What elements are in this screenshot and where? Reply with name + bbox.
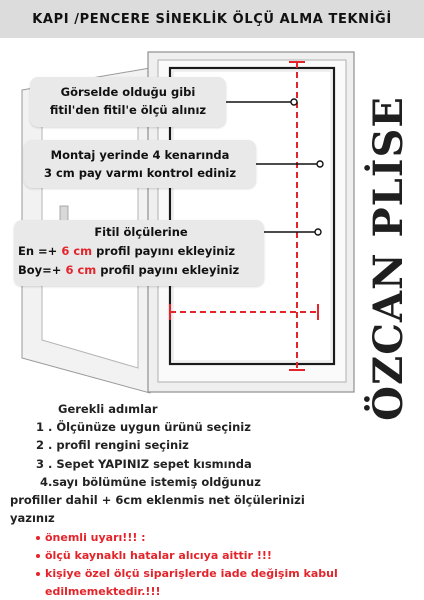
page-title: KAPI /PENCERE SİNEKLİK ÖLÇÜ ALMA TEKNİĞİ — [32, 11, 392, 27]
width-allowance-suffix: profil payını ekleyiniz — [96, 244, 236, 258]
callout-3-line-1: Fitil ölçülerine — [94, 225, 188, 239]
callout-profile-allowance — [14, 220, 264, 286]
step-item: yazınız — [10, 511, 55, 525]
callout-check-margin — [24, 140, 256, 188]
title-bar — [0, 0, 424, 38]
step-item: 3 . Sepet YAPINIZ sepet kısmında — [36, 457, 252, 471]
pointer-dot-3 — [315, 229, 321, 235]
warning-item — [36, 549, 272, 562]
callout-2-line-2: 3 cm pay varmı kontrol ediniz — [43, 166, 237, 180]
callout-1-line-2: fitil'den fitil'e ölçü alınız — [49, 103, 207, 117]
brand-name: ÖZCAN PLİSE — [364, 95, 412, 421]
height-allowance-suffix: profil payını ekleyiniz — [100, 263, 240, 277]
warning-text: önemli uyarı!!! : — [45, 531, 146, 544]
step-item: 4.sayı bölümüne istemiş oldğunuz — [40, 475, 261, 489]
height-allowance-line — [18, 261, 264, 280]
height-allowance-prefix: Boy=+ — [18, 263, 62, 277]
height-allowance-value: 6 cm — [65, 263, 97, 277]
warning-text: edilmemektedir.!!! — [45, 585, 161, 598]
warning-item — [45, 585, 160, 598]
callout-2-line-1: Montaj yerinde 4 kenarında — [50, 148, 230, 162]
warning-text: ölçü kaynaklı hatalar alıcıya aittir !!! — [45, 549, 272, 562]
width-allowance-prefix: En =+ — [18, 244, 58, 258]
bullet-icon — [36, 536, 40, 540]
bullet-icon — [36, 572, 40, 576]
callout-1-line-1: Görselde olduğu gibi — [60, 85, 196, 99]
callout-measure-gasket — [30, 77, 226, 127]
step-item: 2 . profil rengini seçiniz — [36, 438, 189, 452]
width-allowance-line — [18, 242, 264, 261]
bullet-icon — [36, 554, 40, 558]
warning-item — [36, 531, 146, 544]
pointer-dot-1 — [291, 99, 297, 105]
step-item: 1 . Ölçünüze uygun ürünü seçiniz — [36, 420, 251, 434]
step-item: profiller dahil + 6cm eklenmis net ölçülerinizi — [10, 493, 305, 507]
brand-logo — [356, 95, 420, 421]
pointer-dot-2 — [317, 161, 323, 167]
warning-text: kişiye özel ölçü siparişlerde iade değişim kabul — [45, 567, 338, 580]
warning-item — [36, 567, 338, 580]
width-allowance-value: 6 cm — [61, 244, 93, 258]
steps-heading: Gerekli adımlar — [58, 402, 158, 416]
